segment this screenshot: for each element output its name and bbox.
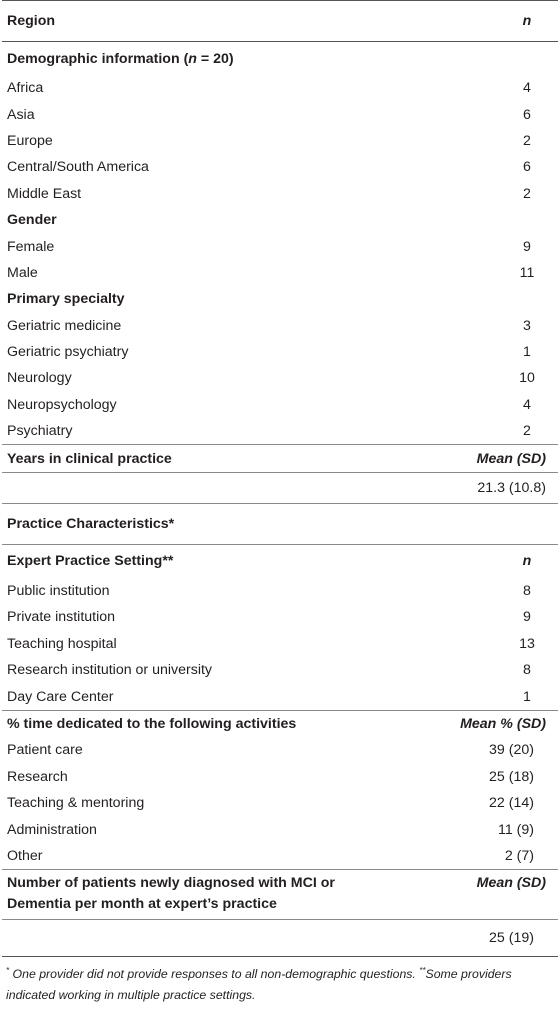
row-value: 1 — [523, 688, 531, 705]
row-label: Day Care Center — [7, 688, 114, 705]
row-value: 6 — [523, 106, 531, 123]
table-footnote: * One provider did not provide responses to all non-demographic questions. **Some providers indicated working in multiple practice settings. — [6, 966, 512, 1003]
table-row — [2, 75, 558, 101]
section-patients — [2, 870, 558, 920]
row-label: Research institution or university — [7, 662, 213, 679]
row-value: 9 — [523, 609, 531, 626]
row-value: 2 (7) — [504, 847, 534, 864]
table-row — [2, 154, 558, 180]
setting-title: Expert Practice Setting** — [7, 553, 174, 570]
table-row — [2, 683, 558, 710]
table-header-row — [2, 1, 558, 42]
section-years — [2, 445, 558, 472]
section-demographic — [2, 42, 558, 76]
row-label: Other — [7, 847, 43, 864]
table-row — [2, 128, 558, 154]
patients-stat-label: Mean (SD) — [476, 875, 546, 892]
row-value: 4 — [523, 396, 531, 413]
table-row — [2, 365, 558, 391]
row-value: 11 (9) — [497, 821, 534, 838]
row-value: 11 — [519, 264, 535, 281]
row-value: 2 — [523, 423, 531, 440]
row-label: Middle East — [7, 185, 82, 202]
table-row — [2, 313, 558, 339]
table-row — [2, 260, 558, 286]
row-value: 2 — [523, 185, 531, 202]
row-label: Administration — [7, 821, 97, 838]
row-label: Geriatric psychiatry — [7, 344, 129, 361]
years-stat-label: Mean (SD) — [476, 450, 546, 467]
table-row — [2, 233, 558, 259]
row-label: Public institution — [7, 583, 110, 600]
years-title: Years in clinical practice — [2, 445, 422, 472]
specialty-title: Primary specialty — [7, 291, 125, 308]
section-practice — [2, 503, 558, 544]
table-row — [2, 604, 558, 630]
table-row — [2, 472, 558, 503]
row-label: Research — [7, 768, 68, 785]
section-specialty — [2, 286, 558, 312]
row-value: 3 — [523, 317, 531, 334]
row-value: 6 — [523, 159, 531, 176]
table-row — [2, 843, 558, 870]
table-row — [2, 816, 558, 842]
row-label: Private institution — [7, 609, 116, 626]
row-value: 25 (18) — [489, 768, 534, 785]
row-label: Female — [7, 238, 55, 255]
section-gender — [2, 207, 558, 233]
row-label: Central/South America — [7, 159, 149, 176]
row-value: 1 — [523, 344, 531, 361]
row-value: 39 (20) — [489, 742, 534, 759]
section-setting — [2, 544, 558, 578]
table-row — [2, 101, 558, 127]
survey-demographics-table — [2, 0, 558, 957]
row-label: Teaching & mentoring — [7, 795, 145, 812]
table-row — [2, 339, 558, 365]
row-value: 2 — [523, 132, 531, 149]
table-row — [2, 657, 558, 683]
table-row — [2, 392, 558, 418]
table-row — [2, 181, 558, 207]
table-row — [2, 920, 558, 957]
row-label: Psychiatry — [7, 423, 73, 440]
header-n: n — [522, 13, 532, 29]
demographic-title: Demographic information (n = 20) — [7, 50, 234, 67]
row-label: Male — [7, 264, 38, 281]
patients-value: 25 (19) — [489, 930, 534, 947]
time-title: % time dedicated to the following activities — [2, 710, 422, 737]
table-row — [2, 737, 558, 763]
table-row — [2, 790, 558, 816]
row-label: Europe — [7, 132, 53, 149]
setting-stat-label: n — [522, 553, 532, 570]
years-value: 21.3 (10.8) — [477, 479, 546, 496]
row-label: Teaching hospital — [7, 635, 117, 652]
gender-title: Gender — [7, 212, 57, 229]
row-value: 8 — [523, 583, 531, 600]
row-label: Neuropsychology — [7, 396, 117, 413]
row-label: Africa — [7, 80, 44, 97]
table-row — [2, 764, 558, 790]
row-value: 13 — [519, 635, 535, 652]
row-value: 8 — [523, 662, 531, 679]
row-label: Neurology — [7, 370, 72, 387]
section-time — [2, 710, 558, 737]
table-row — [2, 631, 558, 657]
row-value: 10 — [519, 370, 535, 387]
time-stat-label: Mean % (SD) — [460, 716, 546, 732]
patients-title: Number of patients newly diagnosed with MCI or Dementia per month at expert’s practice — [2, 870, 422, 920]
table-row — [2, 418, 558, 445]
row-value: 22 (14) — [489, 795, 534, 812]
row-value: 9 — [523, 238, 531, 255]
row-label: Asia — [7, 106, 35, 123]
row-value: 4 — [523, 80, 531, 97]
practice-title: Practice Characteristics* — [2, 503, 558, 544]
row-label: Patient care — [7, 742, 83, 759]
table-row — [2, 578, 558, 604]
header-region: Region — [2, 1, 422, 42]
row-label: Geriatric medicine — [7, 317, 122, 334]
